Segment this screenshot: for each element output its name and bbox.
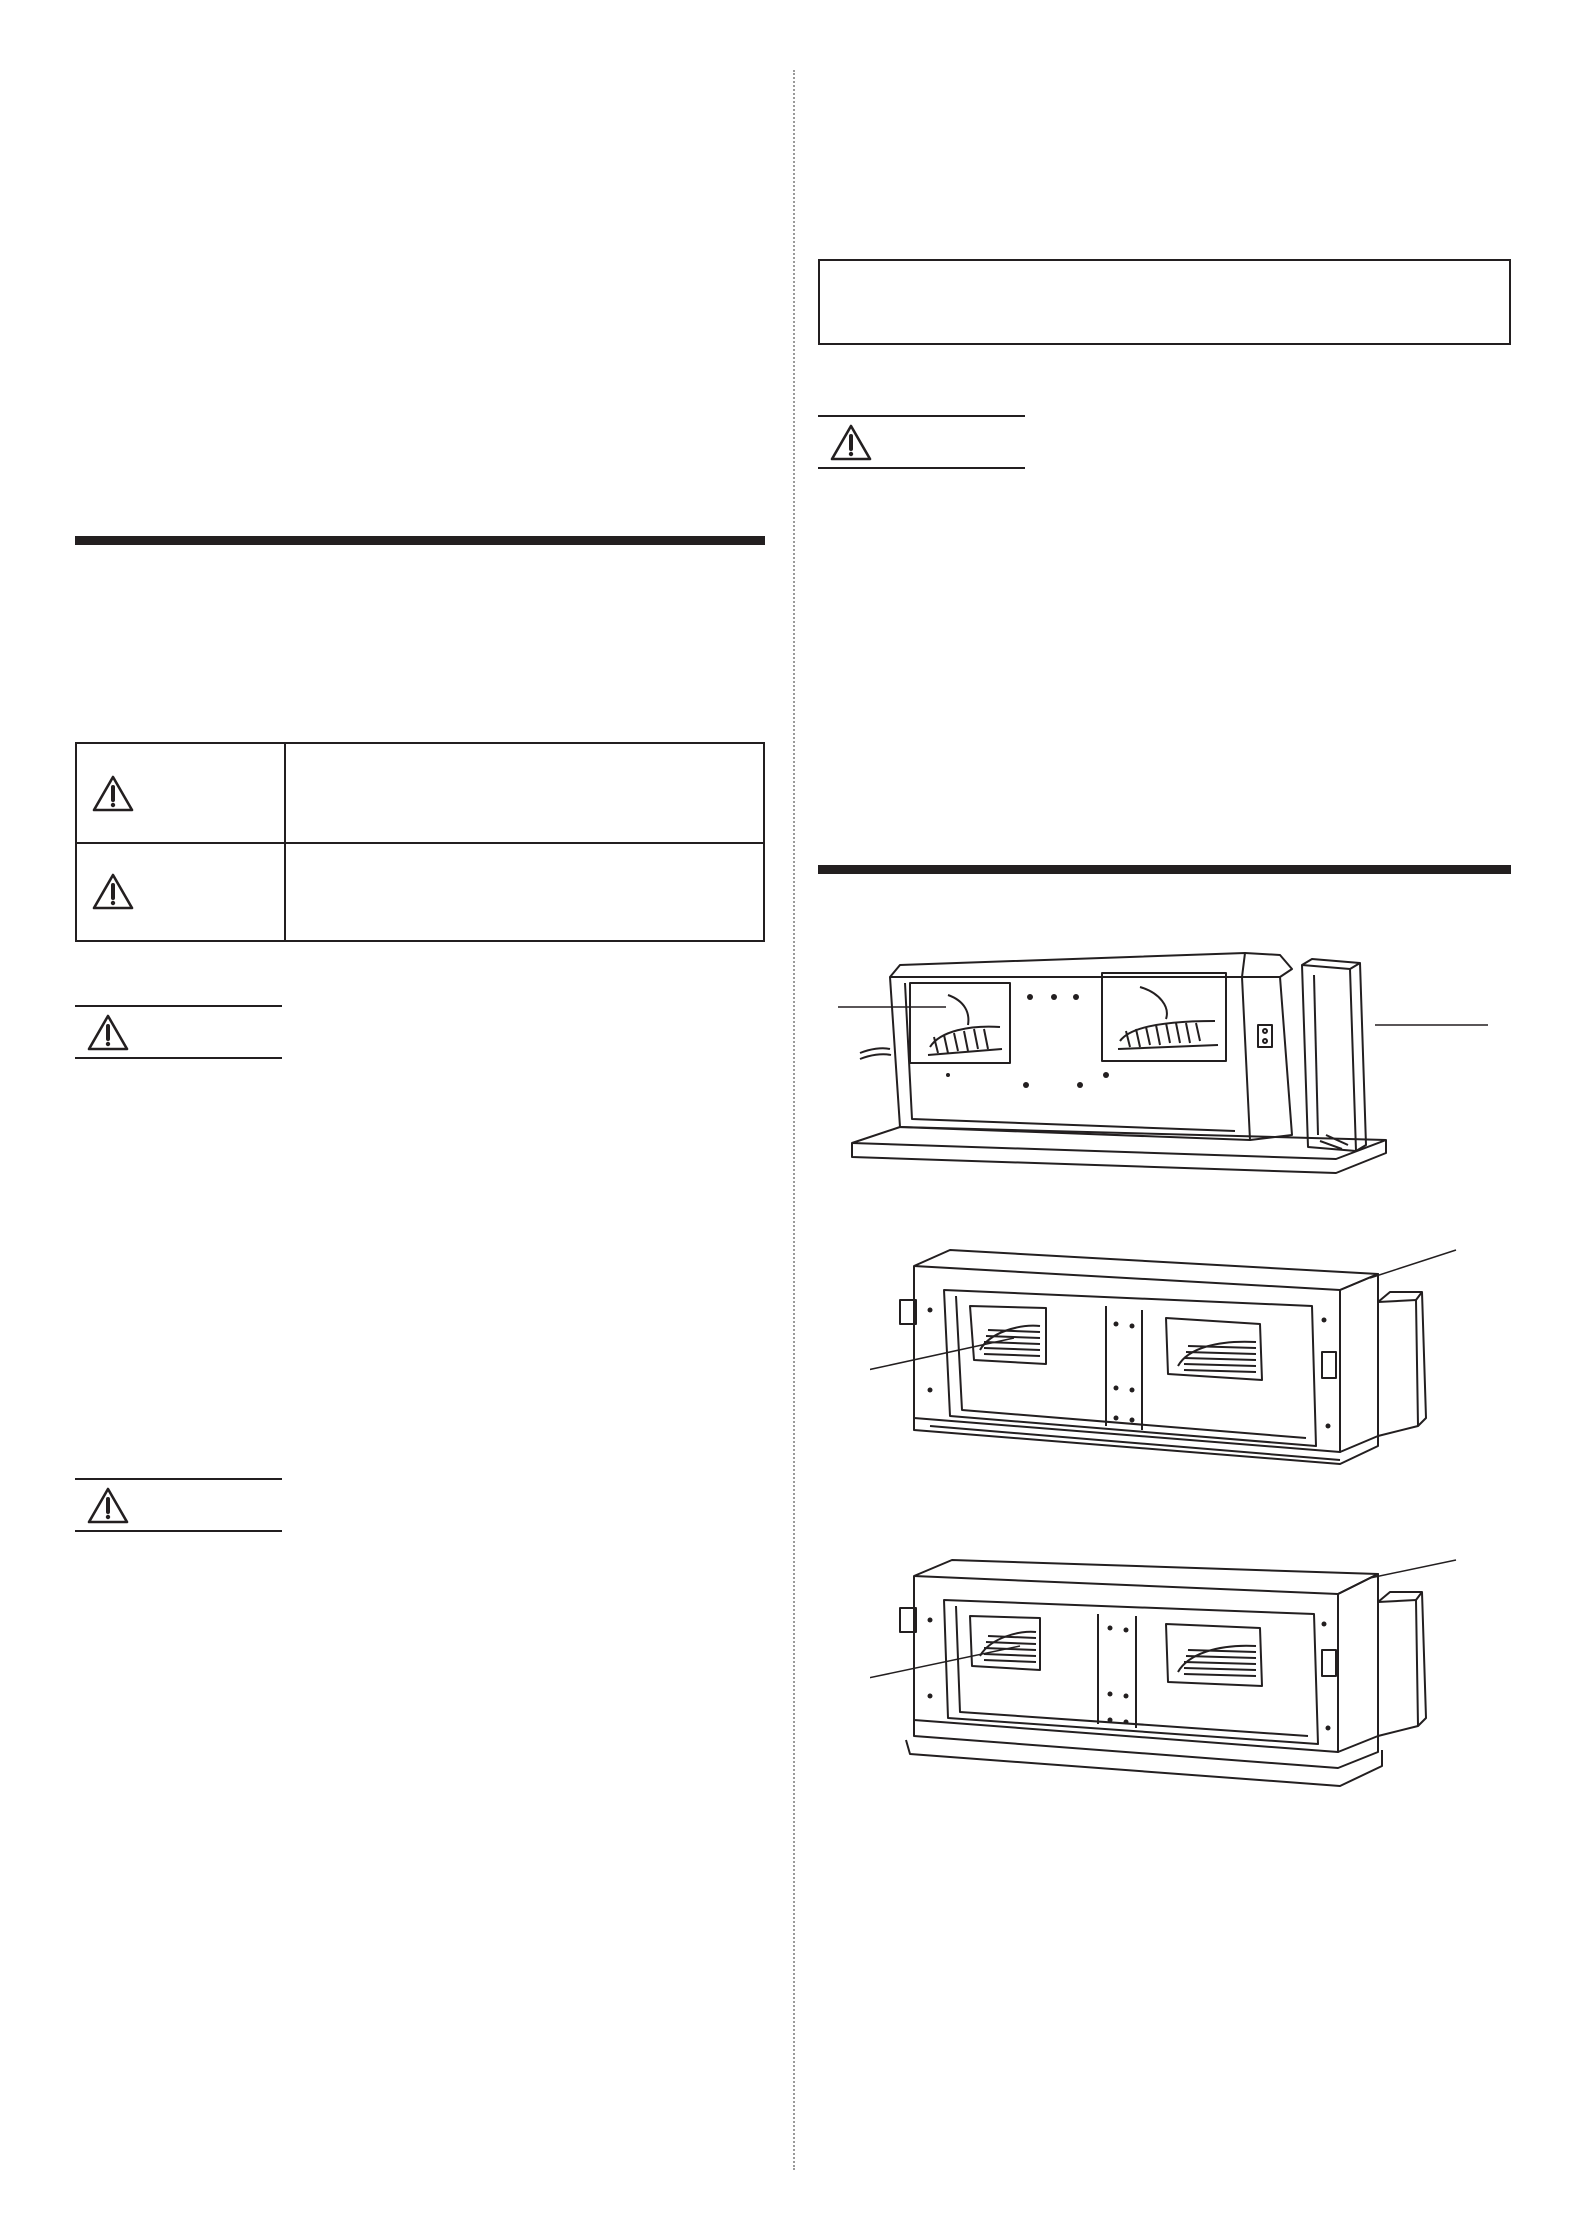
- warning-triangle-icon: [829, 423, 873, 463]
- caution-text-2: [75, 1545, 765, 2105]
- caution-text-1: [75, 1072, 765, 1452]
- duct-unit-figure-2: [870, 1240, 1480, 1500]
- caution-heading-2: [75, 1478, 282, 1532]
- left-section-rule: [75, 536, 765, 545]
- warning-triangle-icon: [86, 1013, 130, 1053]
- duct-unit-figure-3: [870, 1540, 1480, 1800]
- right-intro-text: [818, 80, 1511, 240]
- hazard-level-table: [75, 742, 765, 942]
- caution-text-3: [818, 482, 1511, 842]
- caution-heading-1: [75, 1005, 282, 1059]
- warning-triangle-icon: [91, 774, 135, 814]
- column-divider: [793, 70, 795, 2170]
- note-box: [818, 259, 1511, 345]
- right-section-rule: [818, 865, 1511, 874]
- caution-heading-3: [818, 415, 1025, 469]
- left-intro-text: [75, 80, 765, 500]
- warning-triangle-icon: [91, 872, 135, 912]
- duct-unit-figure-1: [830, 935, 1510, 1185]
- warning-triangle-icon: [86, 1486, 130, 1526]
